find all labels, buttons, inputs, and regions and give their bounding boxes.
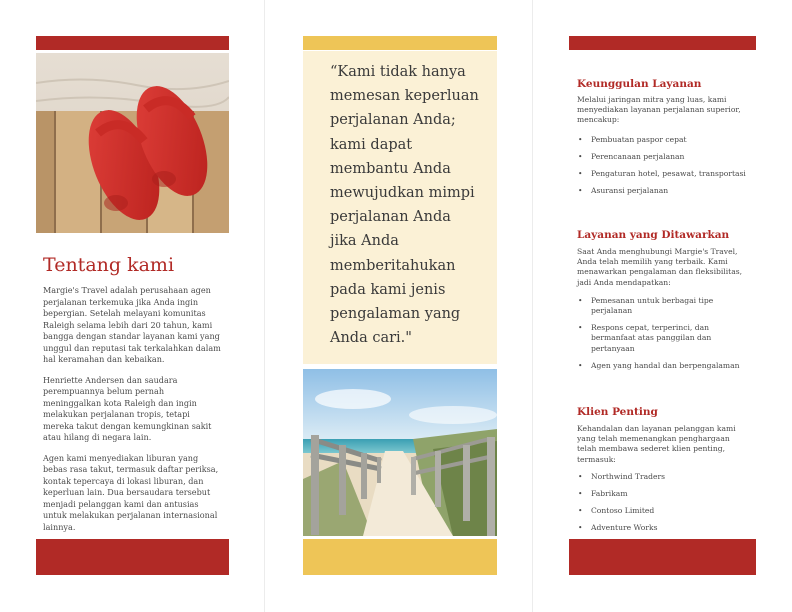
pull-quote: “Kami tidak hanya memesan keperluan perjalanan Anda; kami dapat membantu Anda mewujudkan mimpi perjalanan Anda jika Anda memberitahukan pada kami jenis pengalaman yang Anda cari." bbox=[330, 64, 479, 347]
list-item bbox=[577, 361, 749, 371]
list-item bbox=[577, 135, 749, 145]
list-item bbox=[577, 169, 749, 179]
beach-boardwalk-photo bbox=[303, 369, 497, 536]
bullet-icon: • bbox=[578, 323, 583, 333]
list-item bbox=[577, 296, 749, 316]
about-paragraph: Margie's Travel adalah perusahaan agen perjalanan terkemuka jika Anda ingin bepergian. Setelah melayani komunitas Raleigh selama lebih dari 20 tahun, kami bangga dengan standar layanan kami yang unggul dan reputasi tak terkalahkan dalam hal keramahan dan kebaikan. bbox=[43, 285, 221, 364]
list-item-text: Pemesanan untuk berbagai tipe perjalanan bbox=[591, 296, 714, 316]
about-title: Tentang kami bbox=[43, 254, 175, 276]
bullet-icon: • bbox=[578, 506, 583, 515]
bullet-icon: • bbox=[578, 186, 583, 195]
top-accent-band bbox=[569, 36, 756, 50]
list-item bbox=[577, 152, 749, 162]
bullet-icon: • bbox=[578, 152, 583, 161]
list-item-text: Pengaturan hotel, pesawat, transportasi bbox=[591, 169, 746, 178]
list-item-text: Agen yang handal dan berpengalaman bbox=[591, 360, 740, 370]
bottom-accent-band bbox=[303, 539, 497, 575]
bullet-icon: • bbox=[578, 489, 583, 498]
bullet-icon: • bbox=[578, 472, 583, 481]
list-item bbox=[577, 323, 749, 354]
about-paragraph: Henriette Andersen dan saudara perempuannya belum pernah meninggalkan kota Raleigh dan ingin melakukan perjalanan tropis, tetapi mereka takut dengan kemungkinan sakit atau hilang di negara lain. bbox=[43, 374, 212, 442]
bullet-icon: • bbox=[578, 135, 583, 144]
bullet-icon: • bbox=[578, 169, 583, 178]
section-title: Layanan yang Ditawarkan bbox=[577, 229, 730, 241]
fold-line bbox=[264, 0, 265, 612]
list-item-text: Northwind Traders bbox=[591, 472, 665, 481]
about-paragraph: Agen kami menyediakan liburan yang bebas rasa takut, termasuk daftar periksa, kontak tepercaya di lokasi liburan, dan keperluan lain. Dua bersaudara tersebut menjadi pelanggan kami dan antusias untuk melakukan perjalanan internasional lainnya. bbox=[43, 452, 219, 532]
bullet-icon: • bbox=[578, 523, 583, 532]
top-accent-band bbox=[303, 36, 497, 50]
list-item-text: Adventure Works bbox=[591, 523, 658, 532]
section-intro: Melalui jaringan mitra yang luas, kami menyediakan layanan perjalanan superior, mencakup: bbox=[577, 95, 741, 125]
section-intro: Kehandalan dan layanan pelanggan kami yang telah memenangkan penghargaan telah membawa sederet klien penting, termasuk: bbox=[577, 424, 736, 464]
list-item-text: Pembuatan paspor cepat bbox=[591, 135, 687, 144]
section-list bbox=[577, 472, 749, 540]
list-item-text: Contoso Limited bbox=[591, 506, 655, 515]
bullet-icon: • bbox=[578, 360, 583, 370]
list-item bbox=[577, 506, 749, 516]
section-title: Keunggulan Layanan bbox=[577, 78, 702, 90]
fold-line bbox=[532, 0, 533, 612]
list-item bbox=[577, 472, 749, 482]
bullet-icon: • bbox=[578, 296, 583, 305]
bottom-accent-band bbox=[569, 539, 756, 575]
section-title: Klien Penting bbox=[577, 406, 658, 418]
about-body bbox=[43, 285, 223, 542]
sandals-photo bbox=[36, 53, 229, 233]
list-item bbox=[577, 186, 749, 196]
list-item bbox=[577, 523, 749, 533]
list-item-text: Perencanaan perjalanan bbox=[591, 152, 685, 161]
section-list bbox=[577, 135, 749, 203]
list-item-text: Asuransi perjalanan bbox=[591, 186, 669, 195]
section-list bbox=[577, 296, 749, 378]
section-intro: Saat Anda menghubungi Margie's Travel, Anda telah memilih yang terbaik. Kami menawarkan pengalaman dan fleksibilitas, jadi Anda mendapatkan: bbox=[577, 247, 743, 287]
top-accent-band bbox=[36, 36, 229, 50]
list-item bbox=[577, 489, 749, 499]
list-item-text: Fabrikam bbox=[591, 489, 628, 498]
bottom-accent-band bbox=[36, 539, 229, 575]
list-item-text: Respons cepat, terperinci, dan bermanfaat atas panggilan dan pertanyaan bbox=[591, 323, 712, 353]
